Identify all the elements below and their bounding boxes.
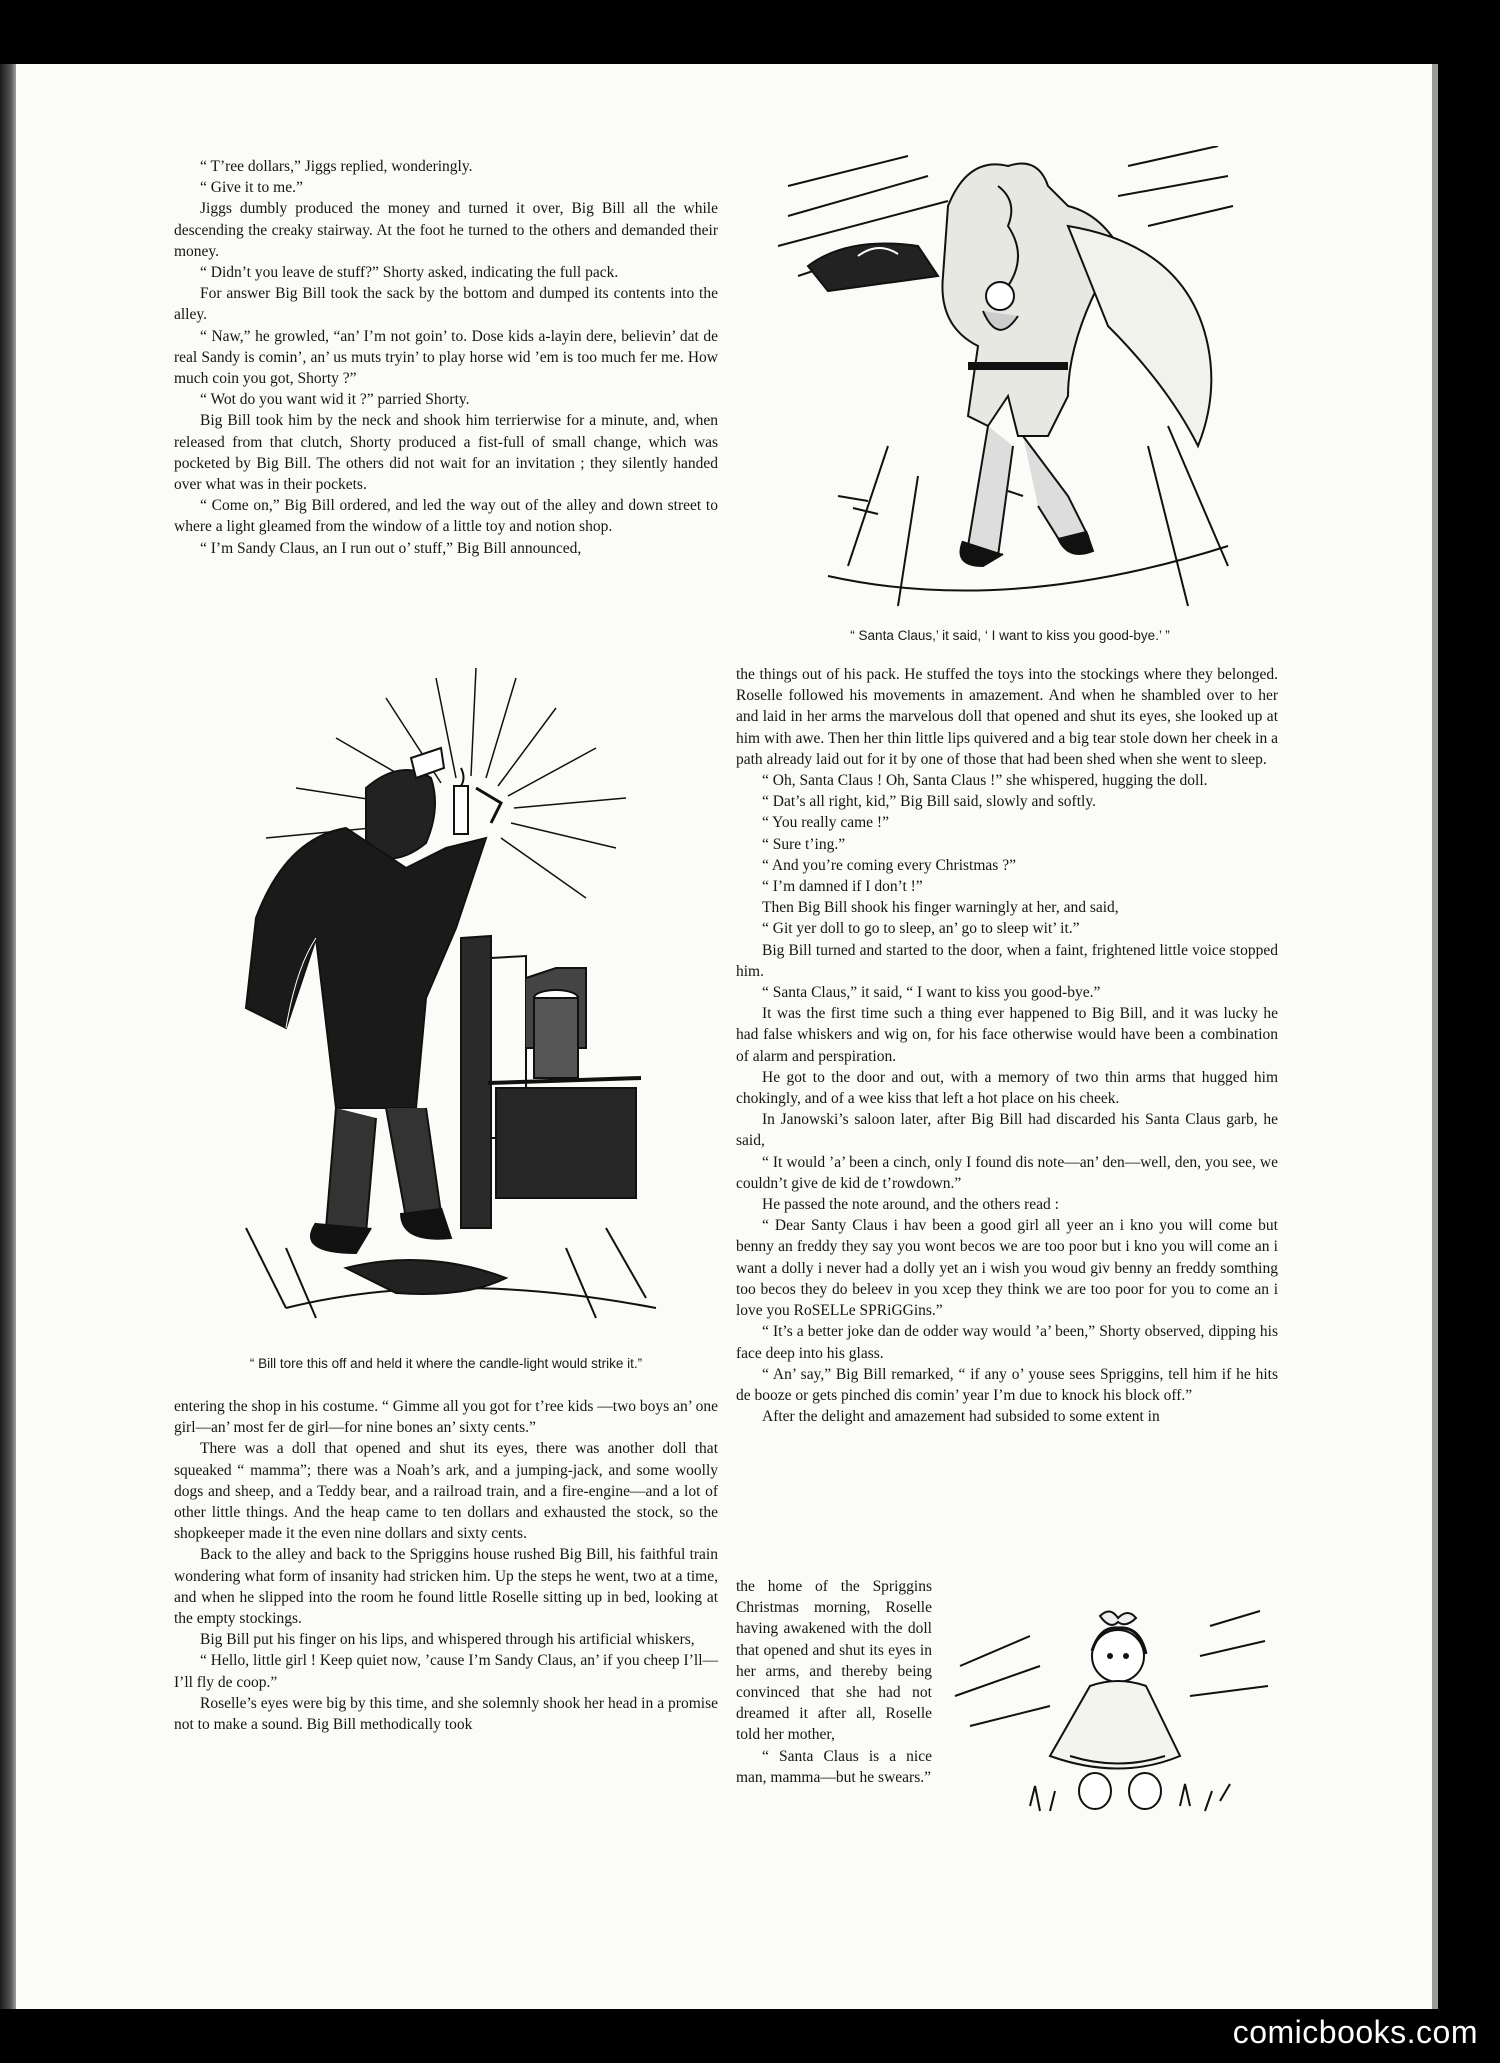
watermark: comicbooks.com (1232, 2014, 1478, 2050)
paragraph: “ Naw,” he growled, “an’ I’m not goin’ to. Dose kids a-layin dere, believin’ dat de real Sandy is comin’, an’ us muts tryin’ to play horse wid ’em is too much fer me. How much coin you got, Shorty ?” (174, 327, 718, 388)
paragraph: Roselle’s eyes were big by this time, and she solemnly shook her head in a promise not to make a sound. Big Bill methodically took (174, 1694, 718, 1734)
paragraph: “ Santa Claus,” it said, “ I want to kiss you good-bye.” (762, 984, 1101, 1002)
text-column-right (736, 664, 1278, 1427)
paragraph: “ Wot do you want wid it ?” parried Shorty. (200, 391, 470, 409)
paragraph: “ I’m Sandy Claus, an I run out o’ stuff,” Big Bill announced, (200, 539, 582, 557)
paragraph: “ Dat’s all right, kid,” Big Bill said, slowly and softly. (762, 793, 1096, 811)
paragraph: “ Give it to me.” (200, 179, 303, 197)
santa-carrying-child-drawing (768, 146, 1238, 626)
paragraph: “ Hello, little girl ! Keep quiet now, ’cause I’m Sandy Claus, an’ if you cheep I’ll—I’ll fly de coop.” (174, 1652, 718, 1691)
text-column-right-narrow (736, 1576, 932, 1788)
paragraph: Big Bill turned and started to the door, when a faint, frightened little voice stopped him. (736, 941, 1278, 980)
paragraph: the home of the Spriggins Christmas morning, Roselle having awakened with the doll that opened and shut its eyes in her arms, and thereby being convinced that she had not dreamed it after all, Roselle told her mother, (736, 1578, 932, 1744)
paragraph: “ Oh, Santa Claus ! Oh, Santa Claus !” she whispered, hugging the doll. (762, 772, 1208, 790)
text-column-left-bottom (174, 1396, 718, 1735)
girl-with-doll-drawing (950, 1606, 1270, 1826)
paragraph: Big Bill put his finger on his lips, and whispered through his artificial whiskers, (200, 1631, 695, 1649)
paragraph: He passed the note around, and the others read : (762, 1196, 1059, 1214)
santa-reading-note-by-candle-drawing (226, 668, 666, 1328)
paragraph: “ An’ say,” Big Bill remarked, “ if any o’ youse sees Spriggins, tell him if he hits de booze or gets pinched dis comin’ year I’m due to knock his block off.” (736, 1365, 1278, 1404)
paragraph: Big Bill took him by the neck and shook him terrierwise for a minute, and, when released from that clutch, Shorty produced a fist-full of small change, which was pocketed by Big Bill. The others did not wait for an invitation ; they silently handed over what was in their pockets. (174, 412, 718, 494)
paragraph: After the delight and amazement had subsided to some extent in (762, 1408, 1160, 1426)
paragraph: “ Dear Santy Claus i hav been a good girl all yeer an i kno you will come but benny an freddy they say you wont becos we are too poor but i kno you will come an i want a dolly i never had a dolly yet an i wish you woud giv benny an freddy somthing too becos they do beleev in you xcep they think we are too poor for you to come an i love you RoSELLe SPRiGGins.” (736, 1217, 1278, 1320)
paragraph: “ Sure t’ing.” (762, 835, 846, 853)
text-column-left-top (174, 156, 718, 559)
paragraph: “ Didn’t you leave de stuff?” Shorty asked, indicating the full pack. (200, 264, 619, 282)
paragraph: “ Git yer doll to go to sleep, an’ go to sleep wit’ it.” (762, 920, 1080, 938)
paragraph: For answer Big Bill took the sack by the bottom and dumped its contents into the alley. (174, 285, 718, 324)
paragraph: “ I’m damned if I don’t !” (762, 878, 923, 896)
paragraph: the things out of his pack. He stuffed the toys into the stockings where they belonged. Roselle followed his movements in amazement. And when he shambled over to her and laid in her arms the marvelous doll that opened and shut its eyes, she looked up at him with awe. Then her thin little lips quivered and a big tear stole down her cheek in a path already laid out for it by one of those that had been shed when she went to sleep. (736, 666, 1278, 768)
caption-top-illustration: “ Santa Claus,’ it said, ‘ I want to kiss you good-bye.’ ” (850, 628, 1170, 643)
caption-middle-illustration: “ Bill tore this off and held it where the candle-light would strike it.” (249, 1356, 643, 1371)
paragraph: “ T’ree dollars,” Jiggs replied, wonderingly. (200, 158, 473, 175)
paragraph: “ Come on,” Big Bill ordered, and led the way out of the alley and down street to where a light gleamed from the window of a little toy and notion shop. (174, 497, 718, 536)
paragraph: Then Big Bill shook his finger warningly at her, and said, (762, 899, 1119, 917)
paragraph: “ Santa Claus is a nice man, mamma—but he swears.” (736, 1747, 932, 1786)
paragraph: There was a doll that opened and shut its eyes, there was another doll that squeaked “ mamma”; there was a Noah’s ark, and a jumping-jack, and some woolly dogs and sheep, and a Teddy bear, and a railroad train, and a fire-engine—and a lot of other little things. And the heap came to ten dollars and exhausted the stock, so the shopkeeper made it the even nine dollars and sixty cents. (174, 1440, 718, 1543)
paragraph: “ You really came !” (762, 814, 889, 832)
paragraph: “ It’s a better joke dan de odder way would ’a’ been,” Shorty observed, dipping his face deep into his glass. (736, 1323, 1278, 1362)
paragraph: In Janowski’s saloon later, after Big Bill had discarded his Santa Claus garb, he said, (736, 1111, 1278, 1150)
paragraph: Jiggs dumbly produced the money and turned it over, Big Bill all the while descending the creaky stairway. At the foot he turned to the others and demanded their money. (174, 200, 718, 260)
paragraph: He got to the door and out, with a memory of two thin arms that hugged him chokingly, and of a wee kiss that left a hot place on his cheek. (736, 1068, 1278, 1108)
paragraph: “ And you’re coming every Christmas ?” (762, 856, 1016, 874)
paragraph: “ It would ’a’ been a cinch, only I found dis note—an’ den—well, den, you see, we couldn’t give de kid de t’rowdown.” (736, 1153, 1278, 1192)
paragraph: Back to the alley and back to the Spriggins house rushed Big Bill, his faithful train wondering what form of insanity had stricken him. Up the steps he went, two at a time, and when he slipped into the room he found little Roselle sitting up in bed, looking at the empty stockings. (174, 1546, 718, 1628)
page-edge (1432, 64, 1438, 2009)
paragraph: entering the shop in his costume. “ Gimme all you got for t’ree kids —two boys an’ one girl—an’ most fer de girl—for nine bones an’ sixty cents.” (174, 1398, 718, 1437)
paragraph: It was the first time such a thing ever happened to Big Bill, and it was lucky he had false whiskers and wig on, for his face otherwise would have been a combination of alarm and perspiration. (736, 1005, 1278, 1065)
